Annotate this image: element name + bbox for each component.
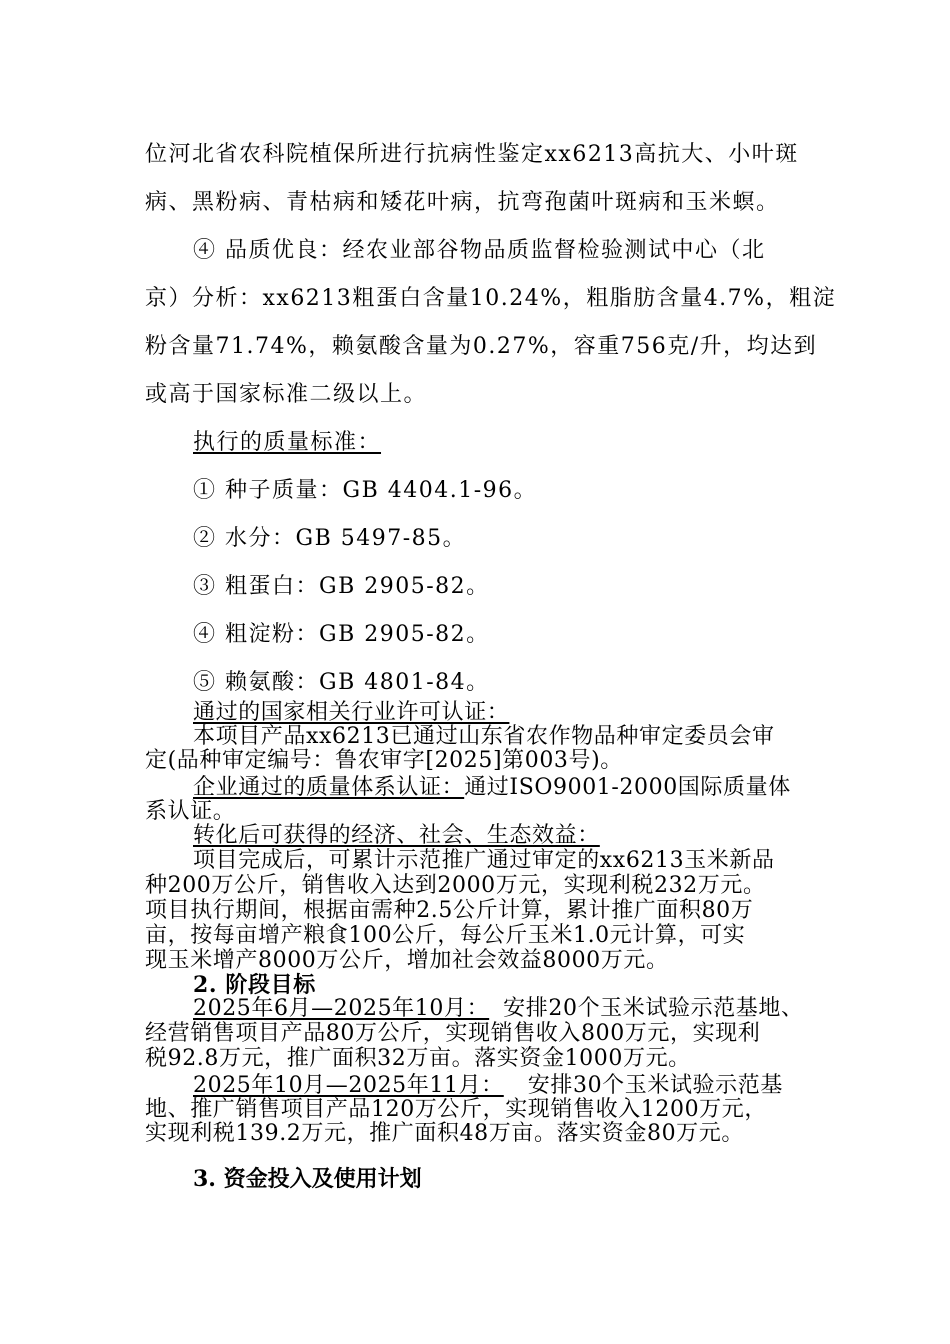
text-line: 本项目产品xx6213已通过山东省农作物品种审定委员会审	[193, 724, 775, 749]
text-line: ④ 品质优良：经农业部谷物品质监督检验测试中心（北	[193, 238, 766, 263]
quality-system-heading: 企业通过的质量体系认证：	[193, 775, 465, 800]
standard-item: ① 种子质量：GB 4404.1-96。	[193, 478, 538, 503]
text-line: 项目执行期间，根据亩需种2.5公斤计算，累计推广面积80万	[145, 898, 754, 923]
text-line: 项目完成后，可累计示范推广通过审定的xx6213玉米新品	[193, 848, 775, 873]
quality-system-line	[193, 775, 791, 801]
benefit-heading: 转化后可获得的经济、社会、生态效益：	[193, 823, 600, 848]
text-line: 位河北省农科院植保所进行抗病性鉴定xx6213高抗大、小叶斑	[145, 142, 799, 167]
section-3-heading: 3. 资金投入及使用计划	[193, 1166, 422, 1192]
text-line: 粉含量71.74%，赖氨酸含量为0.27%，容重756克/升，均达到	[145, 334, 818, 359]
standard-item: ⑤ 赖氨酸：GB 4801-84。	[193, 670, 490, 695]
text-line: 经营销售项目产品80万公斤，实现销售收入800万元，实现利	[145, 1021, 761, 1046]
text-line: 地、推广销售项目产品120万公斤，实现销售收入1200万元，	[145, 1097, 767, 1122]
text-line: 病、黑粉病、青枯病和矮花叶病，抗弯孢菌叶斑病和玉米螟。	[145, 190, 780, 215]
stage-1-text: 安排20个玉米试验示范基地、	[503, 996, 804, 1021]
text-line: 亩，按每亩增产粮食100公斤，每公斤玉米1.0元计算，可实	[145, 923, 746, 948]
text-line: 现玉米增产8000万公斤，增加社会效益8000万元。	[145, 948, 669, 973]
standard-item: ③ 粗蛋白：GB 2905-82。	[193, 574, 490, 599]
text-line: 种200万公斤，销售收入达到2000万元，实现利税232万元。	[145, 873, 766, 898]
standard-item: ④ 粗淀粉：GB 2905-82。	[193, 622, 490, 647]
stage-1-line	[193, 996, 804, 1022]
quality-standards-heading: 执行的质量标准：	[193, 430, 382, 455]
stage-2-period: 2025年10月—2025年11月：	[193, 1073, 504, 1098]
text-line: 系认证。	[145, 799, 236, 824]
text-line: 定(品种审定编号：鲁农审字[2025]第003号)。	[145, 748, 623, 773]
text-line: 或高于国家标准二级以上。	[145, 382, 428, 407]
stage-2-text: 安排30个玉米试验示范基	[527, 1073, 783, 1098]
stage-goals-heading: 2. 阶段目标	[193, 972, 316, 998]
text-line: 京）分析：xx6213粗蛋白含量10.24%，粗脂肪含量4.7%，粗淀	[145, 286, 837, 311]
stage-2-line	[193, 1073, 783, 1099]
text-line: 税92.8万元，推广面积32万亩。落实资金1000万元。	[145, 1046, 691, 1071]
standard-item: ② 水分：GB 5497-85。	[193, 526, 467, 551]
license-heading: 通过的国家相关行业许可认证：	[193, 700, 510, 725]
text-line: 实现利税139.2万元，推广面积48万亩。落实资金80万元。	[145, 1121, 744, 1146]
quality-system-text: 通过ISO9001-2000国际质量体	[464, 775, 791, 800]
stage-1-period: 2025年6月—2025年10月：	[193, 996, 490, 1021]
